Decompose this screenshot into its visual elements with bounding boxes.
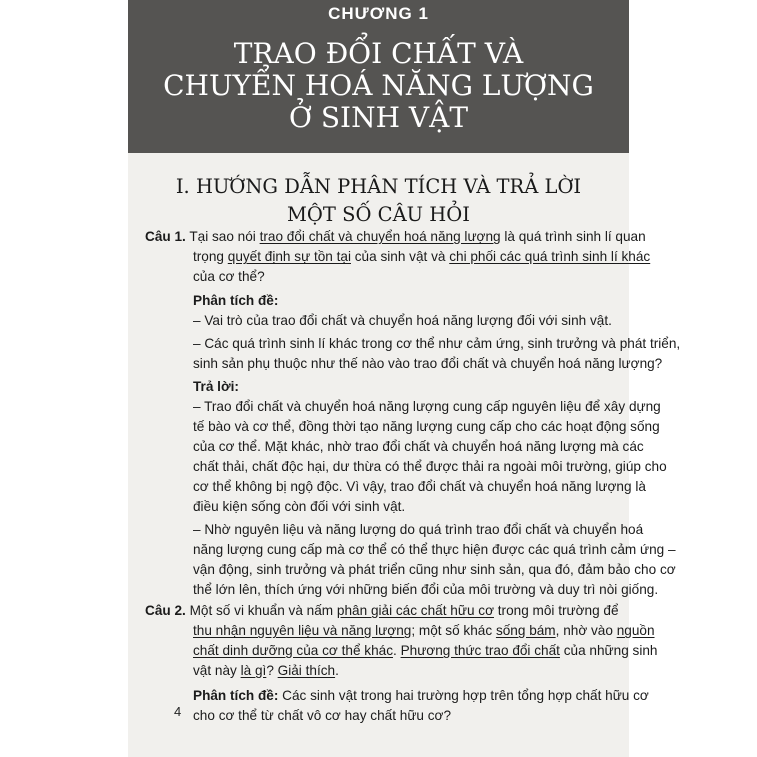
q1-answer-p1-line-4: chất thải, chất độc hại, dư thừa có thể được thải ra ngoài môi trường, giúp cho <box>193 459 667 474</box>
q1-answer-p2-line-4: thể lớn lên, thích ứng với những biến đổi của môi trường và duy trì nòi giống. <box>193 582 659 597</box>
q1-answer-p1-line-1: – Trao đổi chất và chuyển hoá năng lượng cung cấp nguyên liệu để xây dựng <box>193 399 661 414</box>
q1-line-1: Câu 1. Tại sao nói trao đổi chất và chuyển hoá năng lượng là quá trình sinh lí quan <box>145 229 646 244</box>
q1-answer-p1-line-2: tế bào và cơ thể, đồng thời tạo năng lượng cung cấp cho các hoạt động sống <box>193 419 660 434</box>
q1-answer-p1-line-3: của cơ thể. Mặt khác, nhờ trao đổi chất và chuyển hoá năng lượng mà các <box>193 439 644 454</box>
q2-analysis-line-2: cho cơ thể từ chất vô cơ hay chất hữu cơ? <box>193 708 452 723</box>
q1-label: Câu 1. <box>145 229 186 244</box>
q1-answer-p2-line-1: – Nhờ nguyên liệu và năng lượng do quá trình trao đổi chất và chuyển hoá <box>193 522 644 537</box>
q1-line-3: của cơ thể? <box>193 269 265 284</box>
q1-analysis-line-1: – Vai trò của trao đổi chất và chuyển hoá năng lượng đối với sinh vật. <box>193 313 612 328</box>
q1-analysis-line-2: – Các quá trình sinh lí khác trong cơ thể như cảm ứng, sinh trưởng và phát triển, <box>193 336 681 351</box>
chapter-title-line-1: TRAO ĐỔI CHẤT VÀ <box>233 37 524 70</box>
book-page <box>128 0 681 757</box>
q2-analysis-line-1: Phân tích đề: Các sinh vật trong hai trường hợp trên tổng hợp chất hữu cơ <box>193 688 649 703</box>
q1-answer-p2-line-3: vận động, sinh trưởng và phát triển cũng như sinh sản, qua đó, đảm bảo cho cơ <box>193 562 676 577</box>
q1-analysis-line-3: sinh sản phụ thuộc như thế nào vào trao đổi chất và chuyển hoá năng lượng? <box>193 356 663 371</box>
chapter-label: CHƯƠNG 1 <box>328 4 429 23</box>
q1-underlined-phrase: trao đổi chất và chuyển hoá năng lượng <box>259 229 501 244</box>
chapter-title-line-3: Ở SINH VẬT <box>288 101 469 134</box>
page-number: 4 <box>174 704 182 719</box>
q1-answer-p2-line-2: năng lượng cung cấp mà cơ thể có thể thực hiện được các quá trình cảm ứng – <box>193 542 676 557</box>
q2-line-4: vật này là gì? Giải thích. <box>193 663 339 678</box>
chapter-title-line-2: CHUYỂN HOÁ NĂNG LƯỢNG <box>163 69 594 102</box>
section-heading-line-1: I. HƯỚNG DẪN PHÂN TÍCH VÀ TRẢ LỜI <box>175 175 582 198</box>
q1-answer-p1-line-5: cơ thể không bị ngộ độc. Vì vậy, trao đổi chất và chuyển hoá năng lượng là <box>193 479 646 494</box>
section-heading-line-2: MỘT SỐ CÂU HỎI <box>286 203 471 226</box>
q2-label: Câu 2. <box>145 603 186 618</box>
q2-line-3: chất dinh dưỡng của cơ thể khác. Phương thức trao đổi chất của những sinh <box>193 643 658 658</box>
q1-answer-label: Trả lời: <box>193 379 239 394</box>
q2-line-2: thu nhận nguyên liệu và năng lượng; một số khác sống bám, nhờ vào nguồn <box>193 623 655 638</box>
q2-analysis-label: Phân tích đề: <box>193 688 279 703</box>
q1-answer-p1-line-6: điều kiện sống còn đối với sinh vật. <box>193 499 406 514</box>
chapter-banner <box>128 0 629 153</box>
q2-line-1: Câu 2. Một số vi khuẩn và nấm phân giải các chất hữu cơ trong môi trường để <box>145 603 619 618</box>
q1-analysis-label: Phân tích đề: <box>193 293 279 308</box>
q1-line-2: trọng quyết định sự tồn tại của sinh vật và chi phối các quá trình sinh lí khác <box>193 249 651 264</box>
